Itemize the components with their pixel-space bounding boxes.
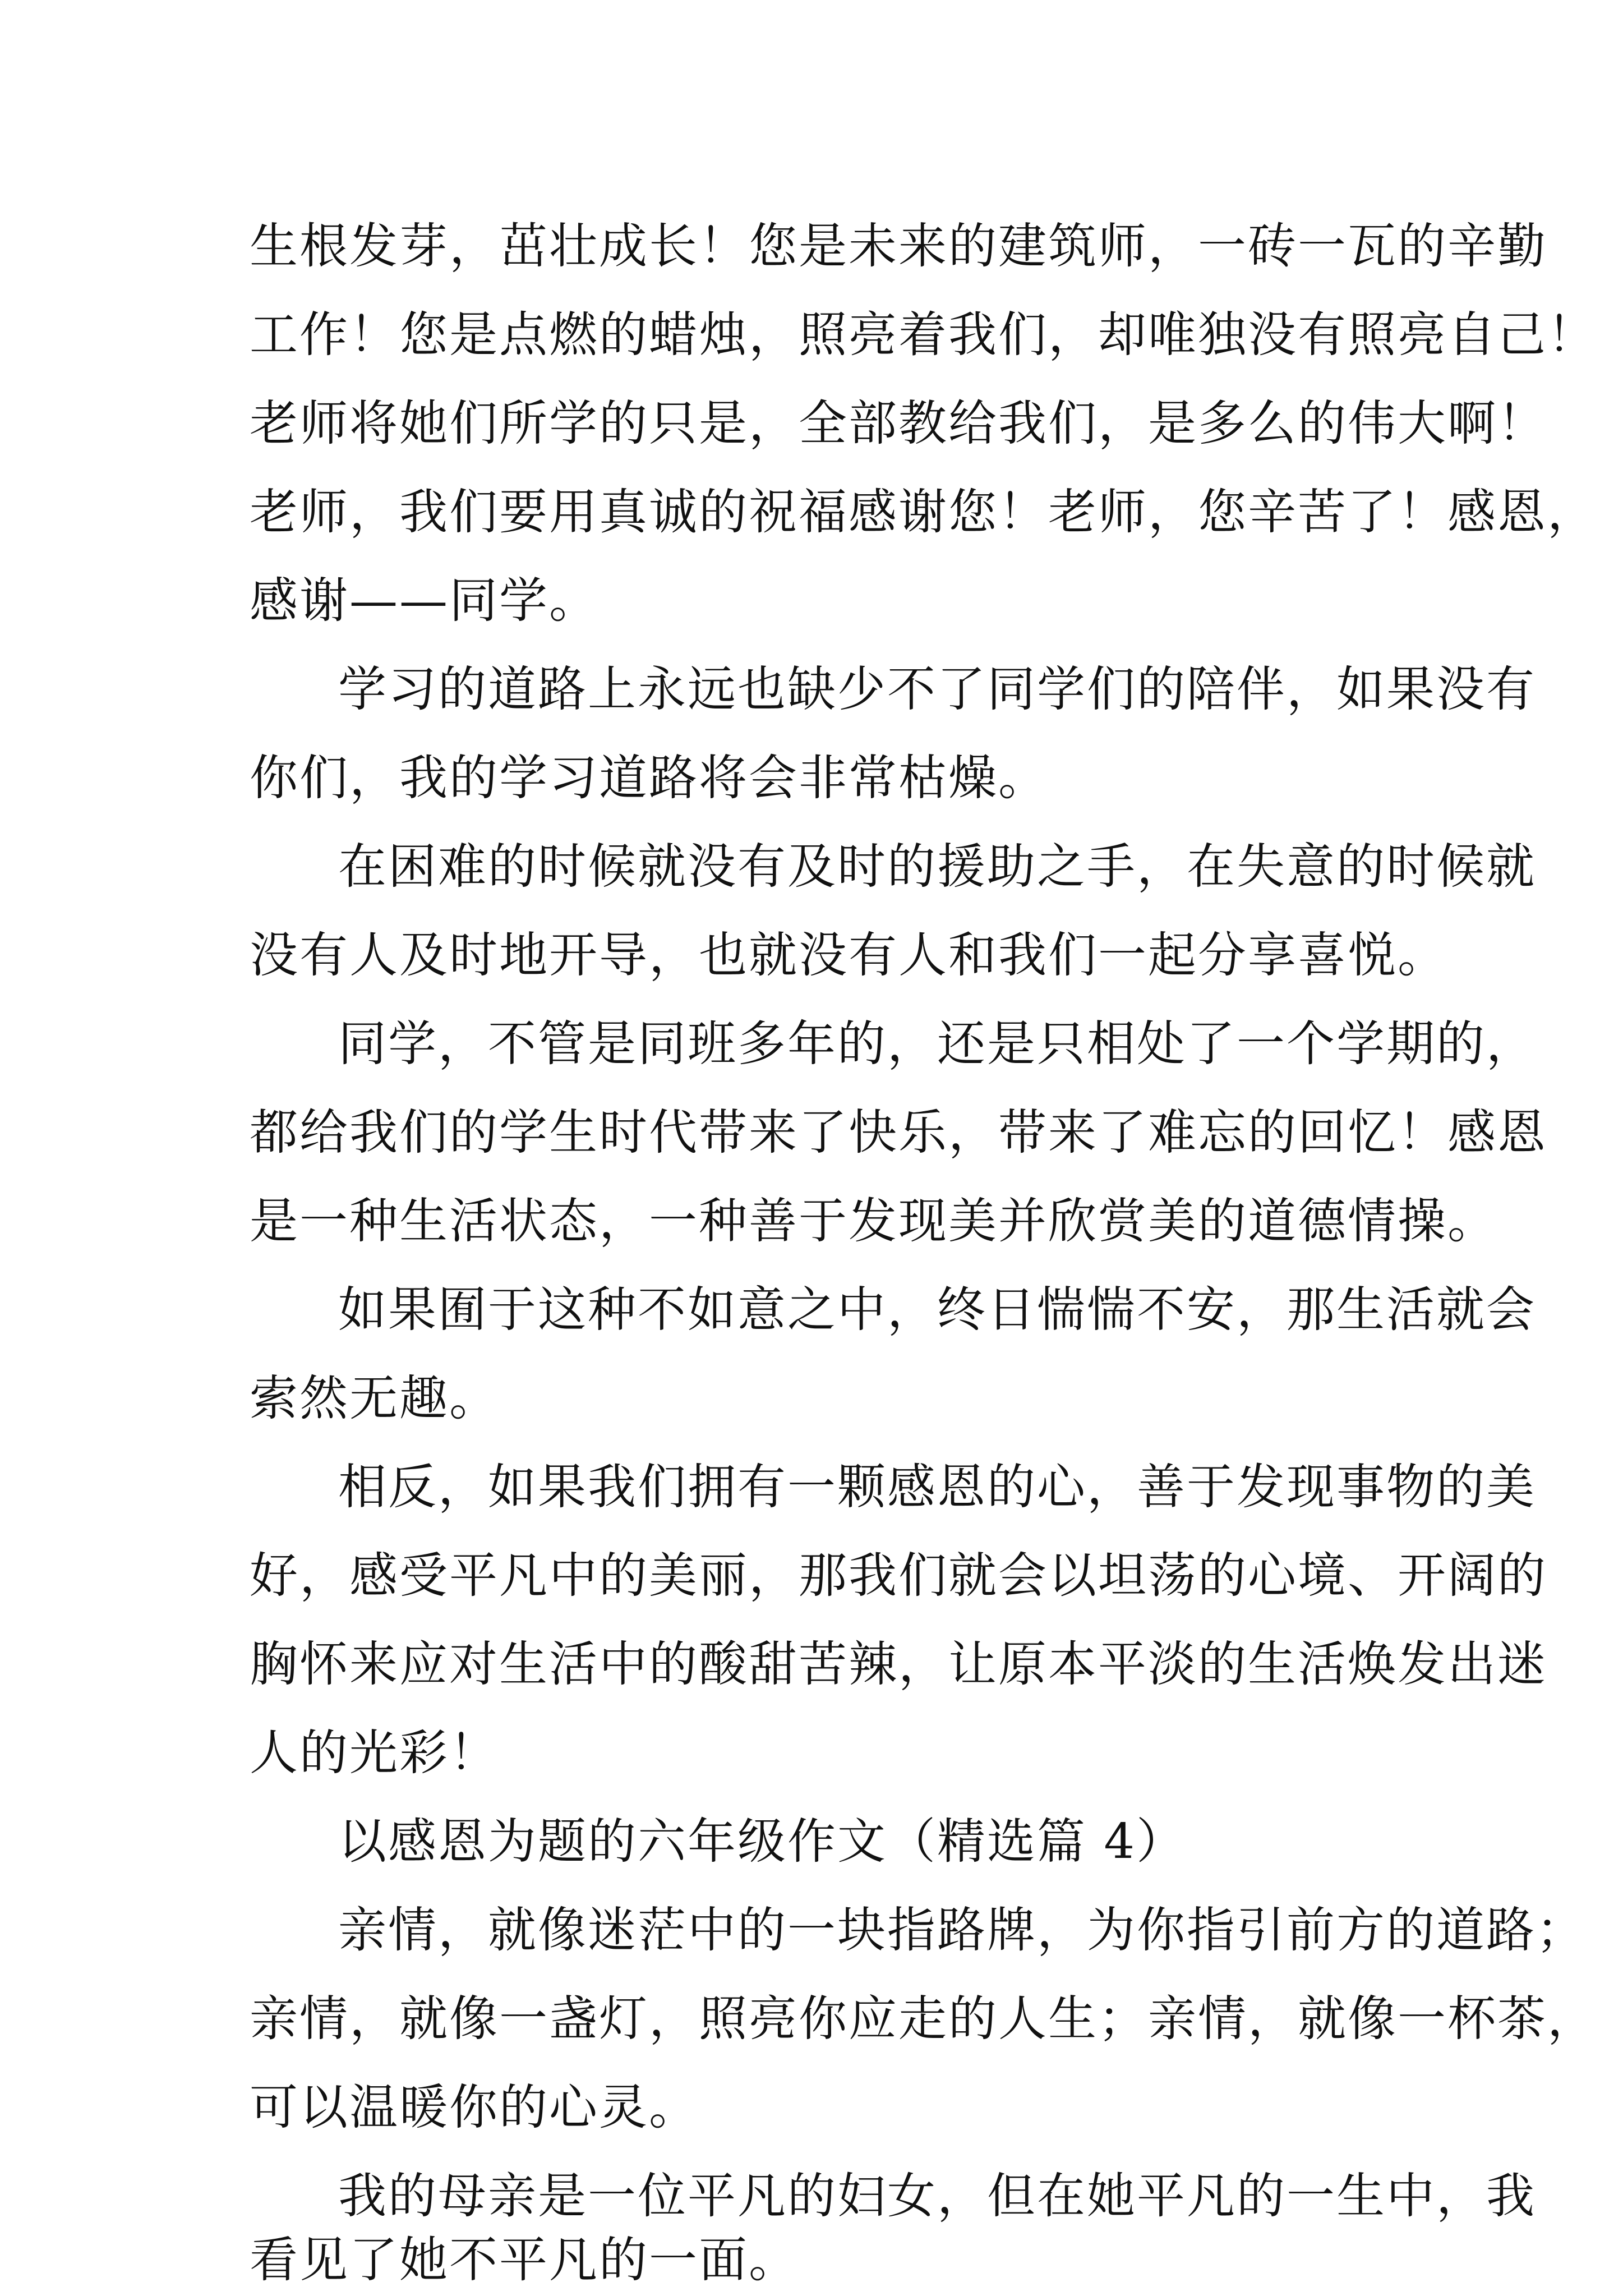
text-line: 老师将她们所学的只是，全部教给我们，是多么的伟大啊！: [250, 395, 1547, 452]
text-line: 工作！您是点燃的蜡烛，照亮着我们，却唯独没有照亮自己！: [250, 307, 1597, 363]
paragraph-start-line: 亲情，就像迷茫中的一块指路牌，为你指引前方的道路；: [338, 1902, 1586, 1958]
text-line: 可以温暖你的心灵。: [250, 2079, 699, 2136]
paragraph-start-line: 在困难的时候就没有及时的援助之手，在失意的时候就: [338, 839, 1536, 895]
text-line: 是一种生活状态，一种善于发现美并欣赏美的道德情操。: [250, 1193, 1497, 1249]
text-line: 胸怀来应对生活中的酸甜苦辣，让原本平淡的生活焕发出迷: [250, 1636, 1547, 1692]
text-line: 都给我们的学生时代带来了快乐，带来了难忘的回忆！感恩: [250, 1105, 1547, 1161]
text-line: 你们，我的学习道路将会非常枯燥。: [250, 750, 1048, 806]
paragraph-start-line: 学习的道路上永远也缺少不了同学们的陪伴，如果没有: [338, 661, 1536, 717]
paragraph-start-line: 相反，如果我们拥有一颗感恩的心，善于发现事物的美: [338, 1459, 1536, 1515]
text-line: 感谢——同学。: [250, 573, 599, 629]
paragraph-start-line: 同学，不管是同班多年的，还是只相处了一个学期的，: [338, 1016, 1536, 1072]
text-line: 人的光彩！: [250, 1725, 499, 1781]
text-line: 索然无趣。: [250, 1370, 499, 1427]
text-line: 没有人及时地开导，也就没有人和我们一起分享喜悦。: [250, 927, 1447, 983]
section-heading: 以感恩为题的六年级作文（精选篇 4）: [338, 1814, 1187, 1870]
text-line: 老师，我们要用真诚的祝福感谢您！老师，您辛苦了！感恩，: [250, 484, 1597, 540]
paragraph-start-line: 我的母亲是一位平凡的妇女，但在她平凡的一生中，我: [338, 2168, 1536, 2224]
paragraph-start-line: 如果囿于这种不如意之中，终日惴惴不安，那生活就会: [338, 1282, 1536, 1338]
text-line: 看见了她不平凡的一面。: [250, 2232, 799, 2288]
text-line: 亲情，就像一盏灯，照亮你应走的人生；亲情，就像一杯茶，: [250, 1991, 1597, 2047]
text-line: 好，感受平凡中的美丽，那我们就会以坦荡的心境、开阔的: [250, 1548, 1547, 1604]
text-line: 生根发芽，茁壮成长！您是未来的建筑师，一砖一瓦的辛勤: [250, 218, 1547, 274]
